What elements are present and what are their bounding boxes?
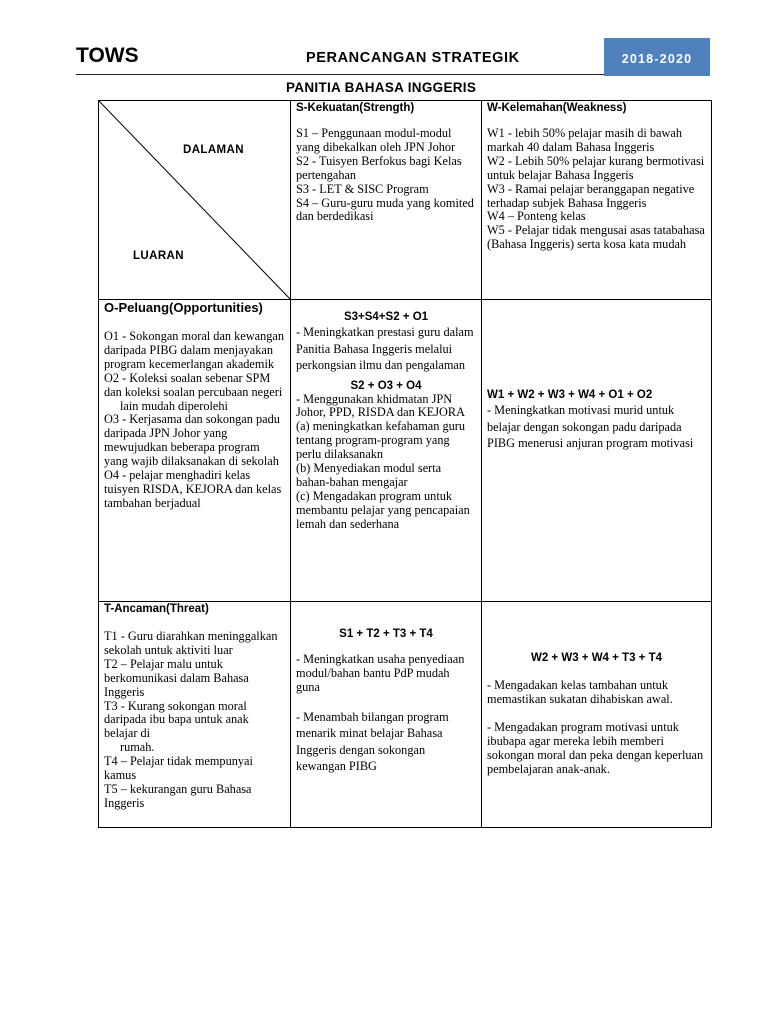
threat-item: T3 - Kurang sokongan moral daripada ibu bapa untuk anak belajar di: [104, 698, 249, 741]
document-title: TOWS: [76, 44, 139, 67]
weakness-item: W3 - Ramai pelajar beranggapan negative terhadap subjek Bahasa Inggeris: [487, 181, 695, 210]
year-badge: 2018-2020: [604, 38, 710, 76]
wt-strategy-cell: [482, 602, 712, 828]
threat-item: T4 – Pelajar tidak mempunyai kamus: [104, 754, 253, 783]
strength-item: S4 – Guru-guru muda yang komited dan berdedikasi: [296, 195, 474, 224]
opportunity-item: O4 - pelajar menghadiri kelas tuisyen RISDA, KEJORA dan kelas tambahan berjadual: [104, 468, 282, 510]
so-combo-1: S3+S4+S2 + O1: [343, 311, 429, 323]
threat-item: T2 – Pelajar malu untuk berkomunikasi dalam Bahasa Inggeris: [104, 656, 249, 699]
strength-heading: S-Kekuatan(Strength): [296, 102, 415, 114]
strength-item: S2 - Tuisyen Berfokus bagi Kelas pertengahan: [296, 153, 462, 182]
opportunity-item: O1 - Sokongan moral dan kewangan daripada PIBG dalam menjayakan program kecemerlangan akademik: [104, 329, 284, 371]
opportunity-item: O3 - Kerjasama dan sokongan padu daripada JPN Johor yang mewujudkan beberapa program yang wajib dilaksanakan di sekolah: [104, 412, 280, 469]
document-heading: PERANCANGAN STRATEGIK: [306, 50, 520, 66]
weakness-item: W4 – Ponteng kelas: [487, 209, 586, 224]
so-strategy-cell: [291, 300, 482, 602]
st-strategy-text: - Menambah bilangan program menarik minat belajar Bahasa Inggeris dengan sokongan kewangan PIBG: [296, 709, 449, 774]
so-strategy-item: - Menggunakan khidmatan JPN Johor, PPD, RISDA dan KEJORA: [296, 391, 465, 420]
matrix-row-opportunities: [99, 300, 712, 602]
weakness-item: W2 - Lebih 50% pelajar kurang bermotivasi untuk belajar Bahasa Inggeris: [487, 153, 705, 182]
threat-item: T1 - Guru diarahkan meninggalkan sekolah untuk aktiviti luar: [104, 629, 278, 657]
st-combo: S1 + T2 + T3 + T4: [339, 628, 433, 640]
wt-strategy-text: - Mengadakan kelas tambahan untuk memastikan sukatan dihabiskan awal.: [487, 678, 673, 706]
header-rule: [76, 74, 604, 75]
so-combo-2: S2 + O3 + O4: [350, 379, 422, 392]
document-subtitle: PANITIA BAHASA INGGERIS: [286, 80, 477, 95]
weakness-cell: [482, 101, 712, 300]
tows-matrix: [98, 100, 712, 828]
weakness-item: W1 - lebih 50% pelajar masih di bawah markah 40 dalam Bahasa Inggeris: [487, 126, 682, 154]
threat-heading: T-Ancaman(Threat): [104, 603, 209, 615]
wt-combo: W2 + W3 + W4 + T3 + T4: [530, 652, 662, 664]
threat-cell: [99, 602, 291, 828]
wo-strategy-text: - Meningkatkan motivasi murid untuk belajar dengan sokongan padu daripada PIBG menerusi anjuran program motivasi: [487, 403, 694, 450]
matrix-row-threats: [99, 602, 712, 828]
weakness-item: W5 - Pelajar tidak mengusai asas tatabahasa (Bahasa Inggeris) serta kosa kata mudah: [487, 223, 705, 252]
strength-item: S3 - LET & SISC Program: [296, 181, 429, 196]
wo-combo: W1 + W2 + W3 + W4 + O1 + O2: [487, 389, 653, 401]
weakness-heading: W-Kelemahan(Weakness): [487, 102, 627, 114]
opportunities-heading: O-Peluang(Opportunities): [104, 300, 263, 315]
strength-cell: [291, 101, 482, 300]
st-strategy-text: - Meningkatkan usaha penyediaan modul/bahan bantu PdP mudah guna: [296, 652, 465, 694]
matrix-row-internal: [99, 101, 712, 300]
wt-strategy-text: - Mengadakan program motivasi untuk ibubapa agar mereka lebih memberi sokongan moral dan peka dengan keperluan pembelajaran anak-anak.: [487, 719, 704, 776]
wo-strategy-cell: [482, 300, 712, 602]
diagonal-divider: [99, 101, 291, 300]
opportunity-item: O2 - Koleksi soalan sebenar SPM dan koleksi soalan percubaan negeri: [104, 370, 283, 399]
so-strategy-text: - Meningkatkan prestasi guru dalam Panitia Bahasa Inggeris melalui perkongsian ilmu dan pengalaman: [296, 325, 474, 372]
corner-cell: [99, 101, 291, 300]
internal-label: DALAMAN: [183, 144, 244, 156]
so-strategy-item: (a) meningkatkan kefahaman guru tentang program-program yang perlu dilaksanakn: [296, 419, 466, 462]
so-strategy-item: (c) Mengadakan program untuk membantu pelajar yang pencapaian lemah dan sederhana: [296, 488, 470, 531]
opportunities-cell: [99, 300, 291, 602]
opportunity-item: lain mudah diperolehi: [120, 398, 228, 413]
strength-item: S1 – Penggunaan modul-modul yang dibekalkan oleh JPN Johor: [296, 126, 456, 154]
so-strategy-item: (b) Menyediakan modul serta bahan-bahan mengajar: [296, 461, 442, 489]
threat-item: T5 – kekurangan guru Bahasa Inggeris: [104, 781, 252, 810]
external-label: LUARAN: [133, 250, 184, 262]
threat-item: rumah.: [120, 740, 155, 755]
st-strategy-cell: [291, 602, 482, 828]
